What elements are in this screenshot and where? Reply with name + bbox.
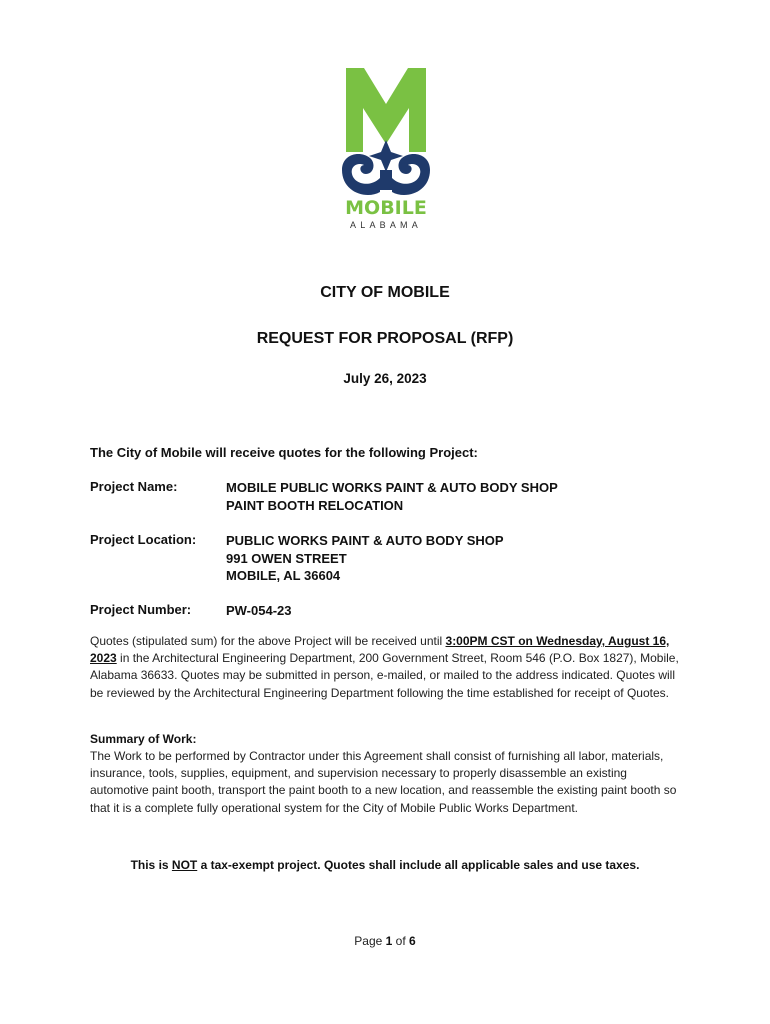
tax-notice-after: a tax-exempt project. Quotes shall include all applicable sales and use taxes. <box>197 858 640 872</box>
page-number <box>0 934 770 948</box>
summary-text: The Work to be performed by Contractor under this Agreement shall consist of furnishing all labor, materials, insurance, tools, supplies, equipment, and supervision necessary to properly disassemble an existing automotive paint booth, transport the paint booth to a new location, and reassemble the existing paint booth so that it is a complete fully operational system for the City of Mobile Public Works Department. <box>90 749 677 815</box>
project-location-label: Project Location: <box>90 532 197 547</box>
project-name-line: MOBILE PUBLIC WORKS PAINT & AUTO BODY SHOP <box>226 480 558 495</box>
tax-notice-before: This is <box>130 858 172 872</box>
quotes-text-part1: Quotes (stipulated sum) for the above Project will be received until <box>90 634 446 648</box>
city-of-mobile-logo <box>336 66 436 234</box>
page-prefix: Page <box>354 934 386 948</box>
project-number-value <box>226 602 292 620</box>
project-name-value <box>226 479 558 514</box>
quotes-paragraph <box>90 633 680 702</box>
project-location-line: MOBILE, AL 36604 <box>226 568 341 583</box>
logo-subtitle: ALABAMA <box>350 220 422 230</box>
logo-wordmark: MOBILE <box>345 197 427 219</box>
intro-line: The City of Mobile will receive quotes for the following Project: <box>90 445 478 460</box>
org-title: CITY OF MOBILE <box>320 284 450 301</box>
project-number: PW-054-23 <box>226 603 292 618</box>
tax-notice-emphasis: NOT <box>171 858 198 872</box>
project-location-line: PUBLIC WORKS PAINT & AUTO BODY SHOP <box>226 533 504 548</box>
project-location-value <box>226 532 504 585</box>
page-of: of <box>392 934 410 948</box>
project-number-label: Project Number: <box>90 602 192 617</box>
project-name-line: PAINT BOOTH RELOCATION <box>226 497 404 513</box>
page-total: 6 <box>409 934 416 948</box>
summary-heading: Summary of Work: <box>90 732 197 746</box>
document-title: REQUEST FOR PROPOSAL (RFP) <box>256 330 514 347</box>
tax-notice <box>0 858 770 872</box>
quotes-deadline: 3:00PM CST on Wednesday, August 16, 2023 <box>90 634 670 666</box>
project-name-label: Project Name: <box>90 479 178 494</box>
project-location-line: 991 OWEN STREET <box>226 550 347 566</box>
document-date: July 26, 2023 <box>343 371 427 386</box>
quotes-text-part2: in the Architectural Engineering Department, 200 Government Street, Room 546 (P.O. Box 1827), Mobile, Alabama 36633. Quotes may be submitted in person, e-mailed, or mailed to the address indicated. Quotes will be reviewed by the Architectural Engineering Department following the time established for receipt of Quotes. <box>90 651 679 700</box>
page-current: 1 <box>385 934 393 948</box>
logo-emblem-icon <box>336 66 436 196</box>
